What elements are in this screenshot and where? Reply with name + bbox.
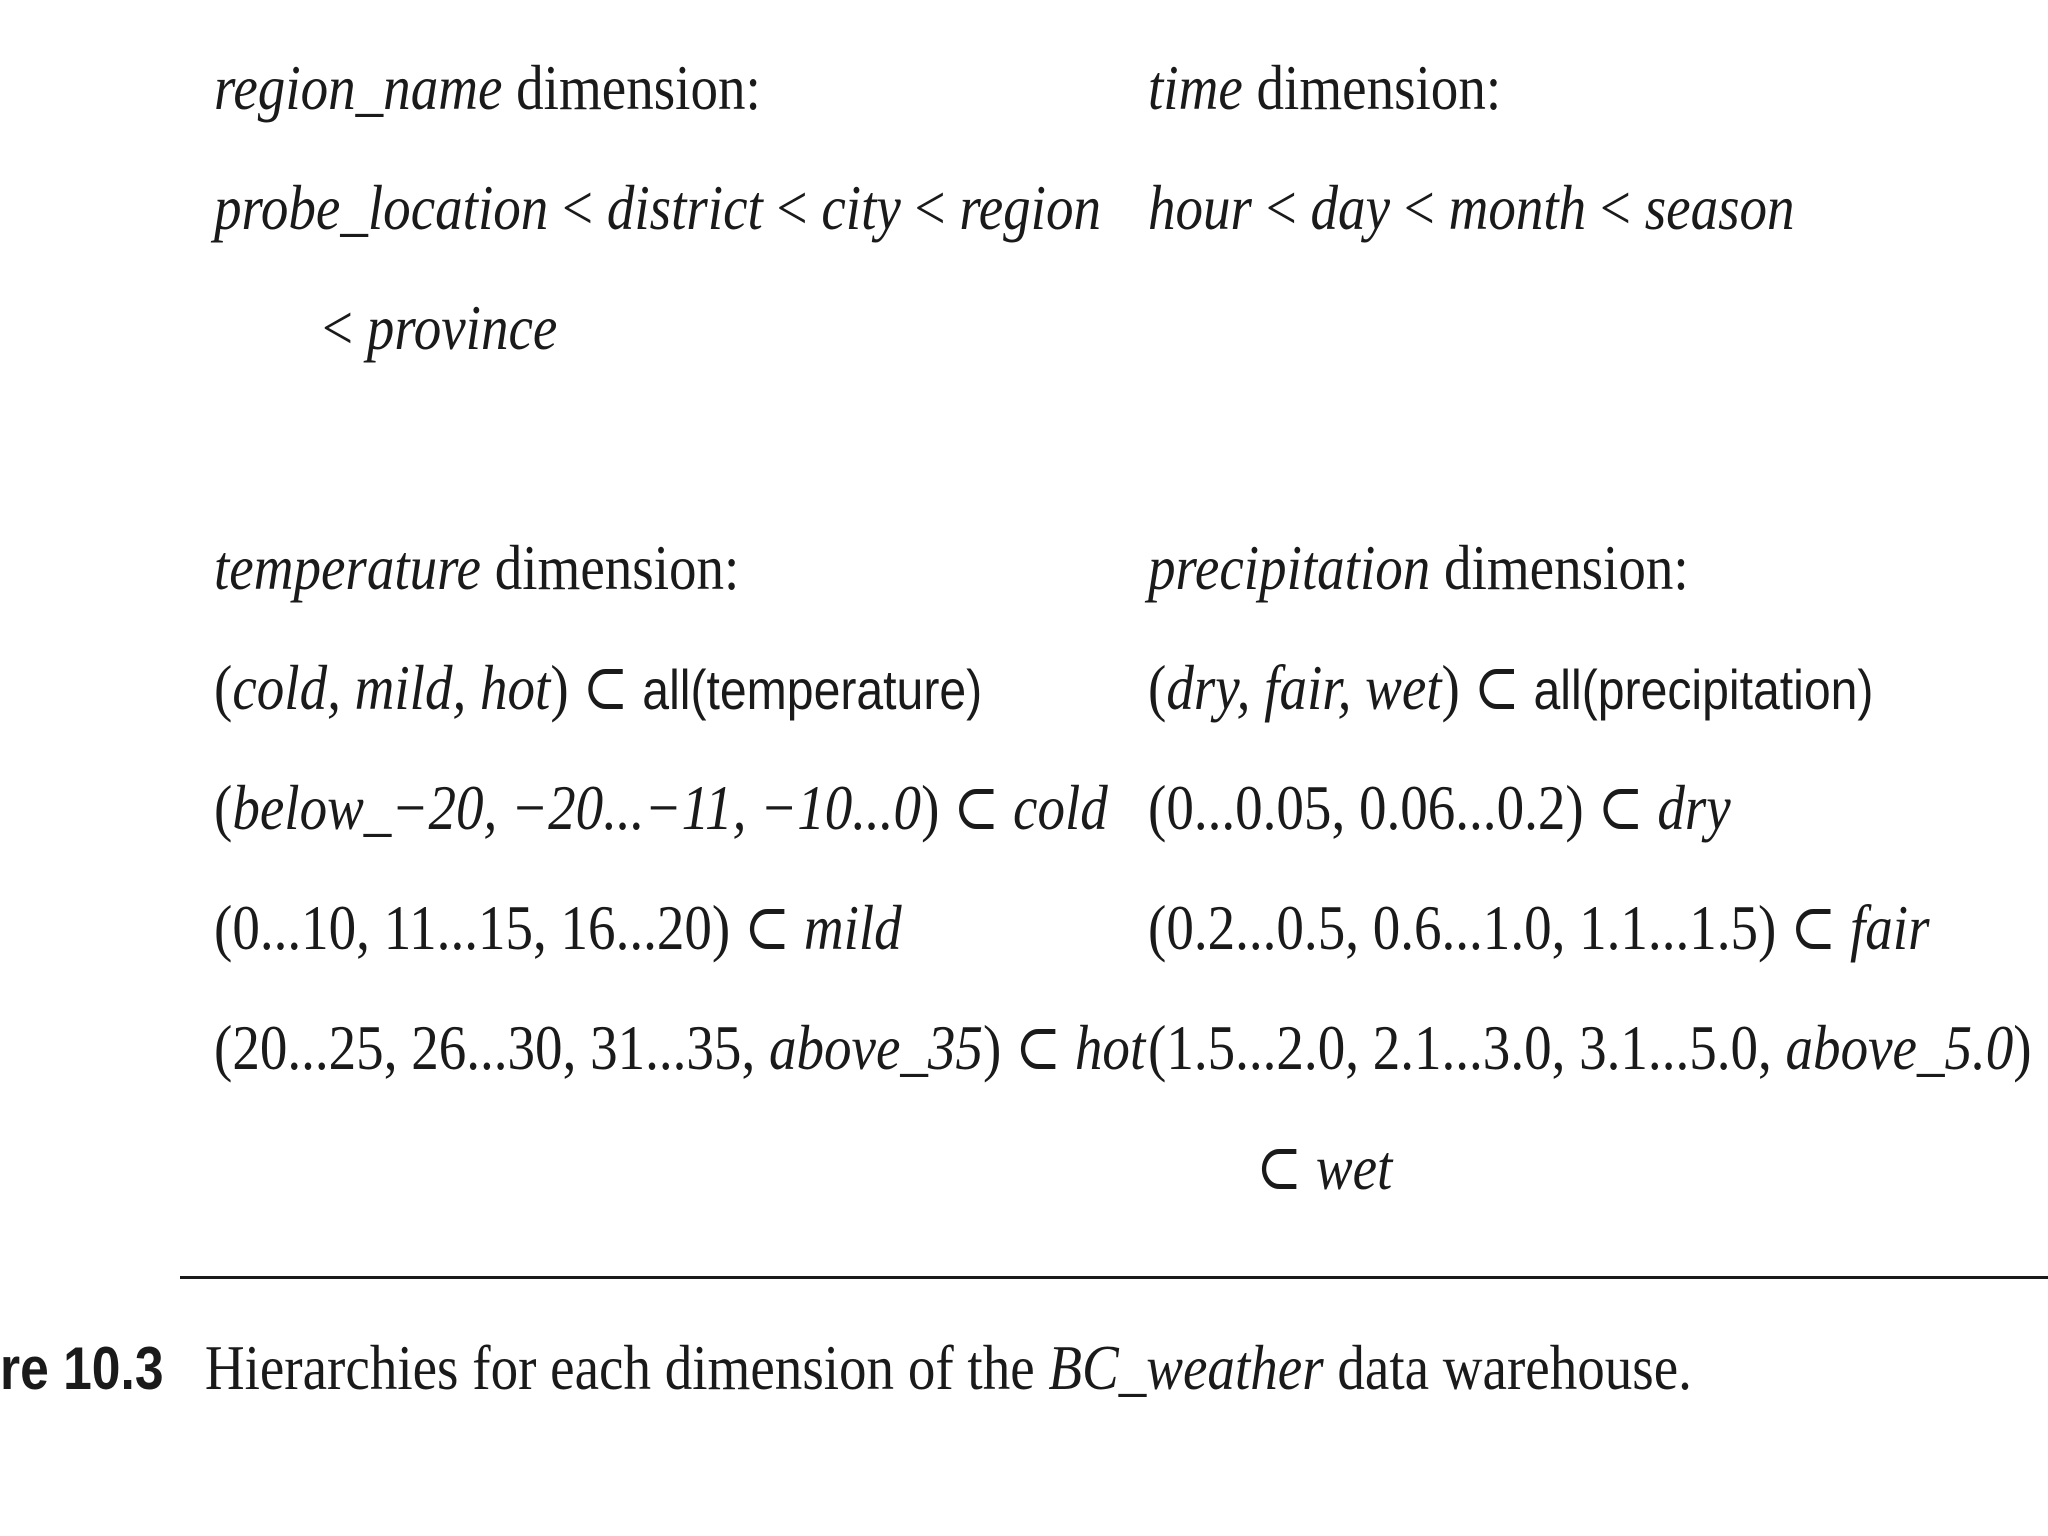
region-dimension-title: region_name dimension: bbox=[214, 52, 761, 123]
precipitation-row-1: (dry, fair, wet) ⊂ all(precipitation) bbox=[1148, 652, 1874, 723]
precipitation-dimension-term: precipitation bbox=[1148, 532, 1431, 603]
time-dimension-title: time dimension: bbox=[1148, 52, 1502, 123]
figure-caption: re 10.3 Hierarchies for each dimension of the BC_weather data warehouse. bbox=[0, 1332, 1692, 1403]
precipitation-row-4-continued: ⊂ wet bbox=[1256, 1132, 1393, 1203]
figure-divider bbox=[180, 1276, 2048, 1279]
precipitation-row-2: (0...0.05, 0.06...0.2) ⊂ dry bbox=[1148, 772, 1731, 843]
precipitation-row-3: (0.2...0.5, 0.6...1.0, 1.1...1.5) ⊂ fair bbox=[1148, 892, 1930, 963]
precipitation-row-4: (1.5...2.0, 2.1...3.0, 3.1...5.0, above_5.0) bbox=[1148, 1012, 2032, 1083]
temperature-row-2: (below_−20, −20...−11, −10...0) ⊂ cold bbox=[214, 772, 1108, 843]
temperature-row-1: (cold, mild, hot) ⊂ all(temperature) bbox=[214, 652, 983, 723]
time-dimension-term: time bbox=[1148, 52, 1243, 123]
precipitation-dimension-title: precipitation dimension: bbox=[1148, 532, 1689, 603]
region-hierarchy-continued: < province bbox=[322, 292, 558, 363]
temperature-dimension-term: temperature bbox=[214, 532, 481, 603]
temperature-dimension-title: temperature dimension: bbox=[214, 532, 740, 603]
region-hierarchy: probe_location < district < city < region bbox=[214, 172, 1102, 243]
temperature-row-4: (20...25, 26...30, 31...35, above_35) ⊂ hot bbox=[214, 1012, 1146, 1083]
figure-label: re 10.3 bbox=[0, 1335, 164, 1402]
temperature-row-3: (0...10, 11...15, 16...20) ⊂ mild bbox=[214, 892, 902, 963]
region-dimension-term: region_name bbox=[214, 52, 503, 123]
time-hierarchy: hour < day < month < season bbox=[1148, 172, 1795, 243]
